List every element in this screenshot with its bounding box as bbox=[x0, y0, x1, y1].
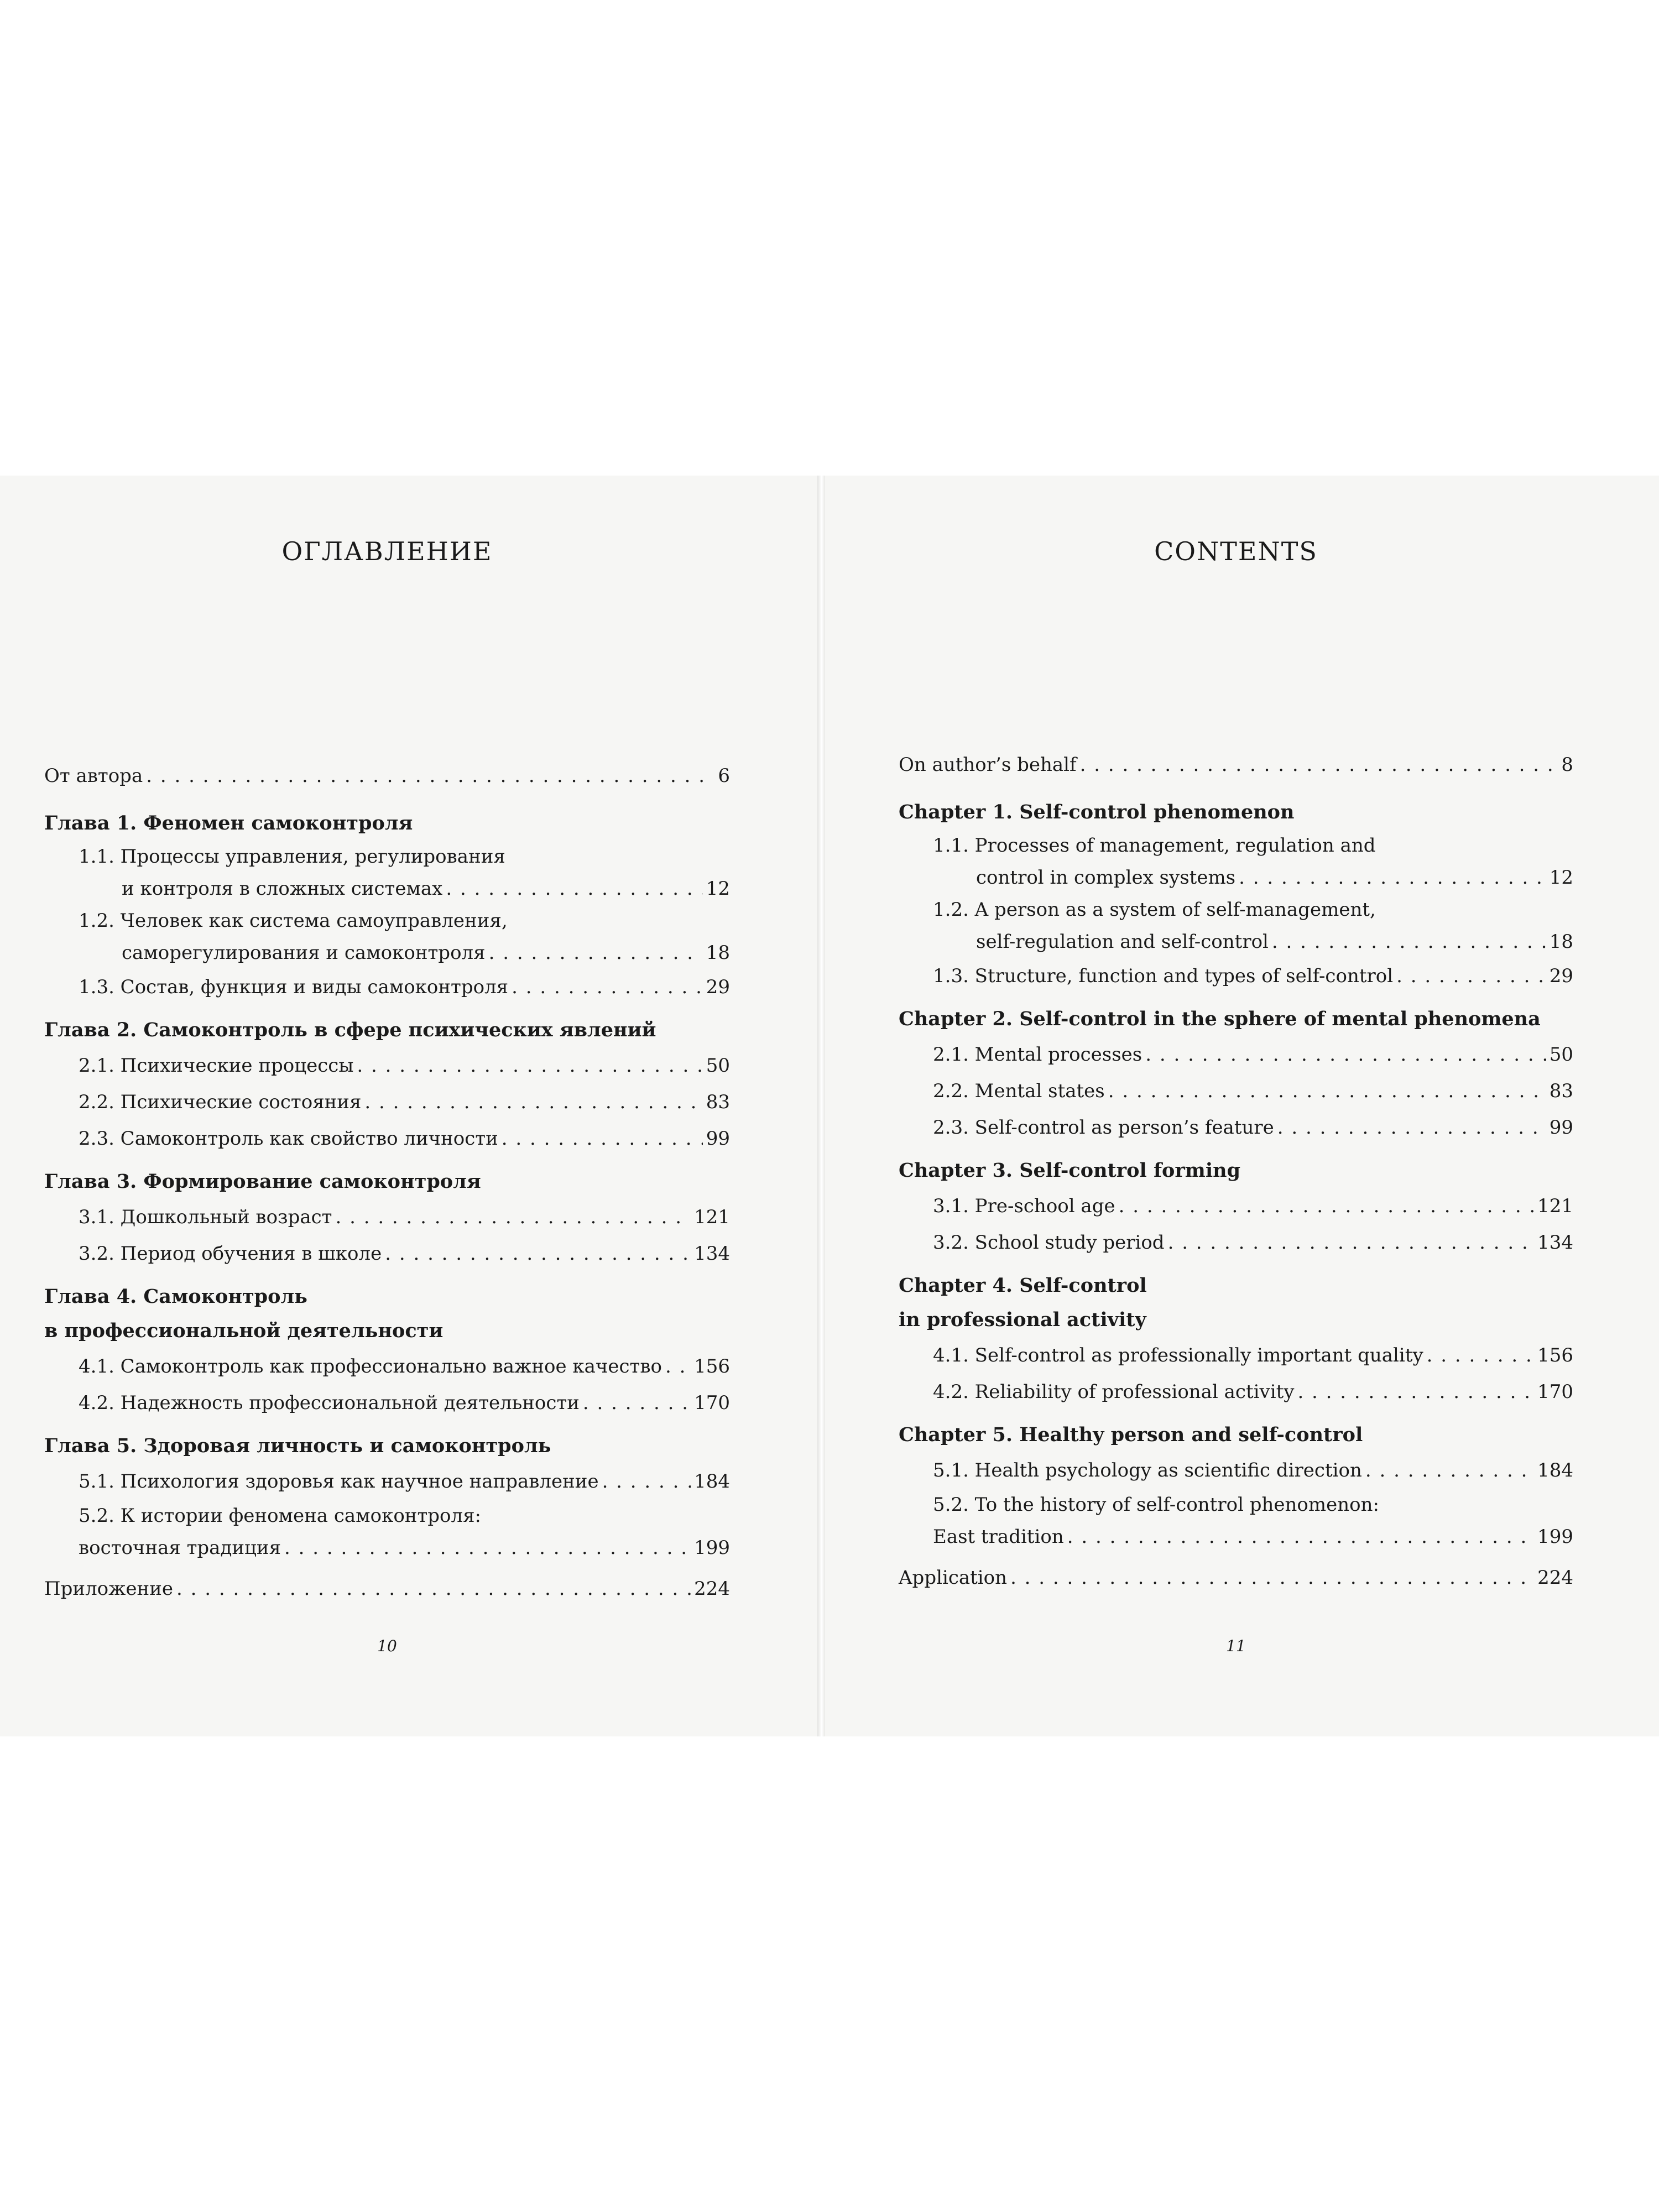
toc-section bbox=[899, 1224, 1573, 1261]
page-number: 29 bbox=[706, 976, 730, 998]
dot-leader bbox=[1067, 1521, 1534, 1553]
page-number: 121 bbox=[694, 1206, 730, 1228]
toc-section bbox=[899, 1337, 1573, 1374]
toc-entry-appendix bbox=[899, 1559, 1573, 1596]
chapter-heading: Chapter 2. Self-control in the sphere of mental phenomena bbox=[899, 1008, 1541, 1030]
page-number: 50 bbox=[706, 1055, 730, 1077]
toc-section bbox=[44, 1199, 730, 1235]
dot-leader bbox=[1297, 1374, 1534, 1410]
dot-leader bbox=[665, 1348, 691, 1385]
page-number: 224 bbox=[694, 1578, 730, 1600]
toc-label: East tradition bbox=[933, 1526, 1064, 1548]
toc-label: 5.1. Health psychology as scientific direction bbox=[933, 1459, 1362, 1481]
dot-leader bbox=[1239, 862, 1546, 894]
dot-leader bbox=[1108, 1073, 1546, 1109]
dot-leader bbox=[1119, 1188, 1535, 1224]
toc-entry-preface bbox=[44, 758, 730, 794]
table-of-contents bbox=[899, 741, 1573, 1596]
toc-section bbox=[899, 830, 1573, 894]
toc-section bbox=[44, 1385, 730, 1421]
toc-entry-preface bbox=[899, 747, 1573, 783]
toc-section bbox=[44, 1120, 730, 1157]
page-number: 18 bbox=[706, 942, 730, 964]
dot-leader bbox=[1145, 1036, 1546, 1073]
dot-leader bbox=[1080, 747, 1558, 783]
dot-leader bbox=[357, 1047, 702, 1084]
page-folio: 10 bbox=[377, 1637, 397, 1655]
toc-label: 1.1. Процессы управления, регулирования bbox=[79, 846, 505, 868]
toc-label: восточная традиция bbox=[79, 1537, 281, 1559]
book-spread bbox=[0, 476, 1659, 1736]
table-of-contents bbox=[44, 752, 730, 1607]
toc-section bbox=[44, 905, 730, 969]
page-number: 156 bbox=[694, 1355, 730, 1378]
toc-section bbox=[899, 1188, 1573, 1224]
chapter-heading: Глава 1. Феномен самоконтроля bbox=[44, 812, 413, 834]
page-number: 18 bbox=[1549, 931, 1573, 953]
toc-section bbox=[44, 969, 730, 1005]
toc-label: 1.3. Structure, function and types of self-control bbox=[933, 965, 1394, 987]
toc-label: 5.2. To the history of self-control phenomenon: bbox=[933, 1494, 1379, 1516]
dot-leader bbox=[1427, 1337, 1534, 1374]
toc-section bbox=[899, 1374, 1573, 1410]
page-number: 170 bbox=[694, 1392, 730, 1414]
dot-leader bbox=[1277, 1109, 1546, 1146]
toc-label: self-regulation and self-control bbox=[976, 931, 1269, 953]
dot-leader bbox=[176, 1571, 691, 1607]
toc-label: control in complex systems bbox=[976, 867, 1236, 889]
toc-label: 1.1. Processes of management, regulation and bbox=[933, 834, 1376, 857]
toc-label: On author’s behalf bbox=[899, 754, 1077, 776]
dot-leader bbox=[489, 937, 703, 969]
dot-leader bbox=[364, 1084, 702, 1120]
page-title: CONTENTS bbox=[1154, 536, 1318, 566]
page-title: ОГЛАВЛЕНИЕ bbox=[281, 536, 493, 566]
toc-label: 3.2. School study period bbox=[933, 1232, 1165, 1254]
page-number: 121 bbox=[1537, 1195, 1573, 1217]
toc-label: 2.2. Психические состояния bbox=[79, 1091, 362, 1113]
dot-leader bbox=[284, 1532, 691, 1564]
page-number: 199 bbox=[694, 1537, 730, 1559]
page-number: 170 bbox=[1537, 1381, 1573, 1403]
page-number: 199 bbox=[1537, 1526, 1573, 1548]
page-number: 99 bbox=[706, 1128, 730, 1150]
chapter-heading: Chapter 3. Self-control forming bbox=[899, 1159, 1241, 1182]
toc-label: 1.2. Человек как система самоуправления, bbox=[79, 910, 508, 932]
toc-label: 4.2. Reliability of professional activity bbox=[933, 1381, 1295, 1403]
toc-label: 4.1. Self-control as professionally important quality bbox=[933, 1344, 1423, 1366]
dot-leader bbox=[602, 1463, 691, 1500]
page-folio: 11 bbox=[1226, 1637, 1246, 1655]
toc-section bbox=[899, 1452, 1573, 1489]
dot-leader bbox=[1396, 958, 1546, 994]
toc-label: От автора bbox=[44, 765, 143, 787]
page-number: 184 bbox=[1537, 1459, 1573, 1481]
toc-label: и контроля в сложных системах bbox=[122, 878, 443, 900]
chapter-heading bbox=[899, 1269, 1573, 1337]
toc-section bbox=[44, 1500, 730, 1564]
toc-label: 5.2. К истории феномена самоконтроля: bbox=[79, 1505, 482, 1527]
right-page bbox=[899, 476, 1573, 1736]
toc-label: 2.2. Mental states bbox=[933, 1080, 1105, 1102]
chapter-heading: Глава 3. Формирование самоконтроля bbox=[44, 1170, 481, 1193]
dot-leader bbox=[335, 1199, 691, 1235]
chapter-heading-line: Глава 4. Самоконтроль bbox=[44, 1285, 307, 1308]
toc-label: Application bbox=[899, 1567, 1008, 1589]
chapter-heading: Глава 2. Самоконтроль в сфере психических явлений bbox=[44, 1019, 656, 1041]
dot-leader bbox=[385, 1235, 691, 1272]
page-number: 12 bbox=[706, 878, 730, 900]
toc-label: саморегулирования и самоконтроля bbox=[122, 942, 486, 964]
page-number: 99 bbox=[1549, 1117, 1573, 1139]
toc-label: 4.2. Надежность профессиональной деятельности bbox=[79, 1392, 580, 1414]
page-number: 184 bbox=[694, 1470, 730, 1493]
dot-leader bbox=[1272, 926, 1546, 958]
page-number: 134 bbox=[1537, 1232, 1573, 1254]
toc-section bbox=[44, 1235, 730, 1272]
toc-label: 5.1. Психология здоровья как научное направление bbox=[79, 1470, 599, 1493]
dot-leader bbox=[583, 1385, 691, 1421]
page-number: 6 bbox=[718, 765, 730, 787]
toc-section bbox=[899, 958, 1573, 994]
toc-section bbox=[899, 1036, 1573, 1073]
chapter-heading bbox=[44, 1280, 730, 1348]
toc-label: 1.3. Состав, функция и виды самоконтроля bbox=[79, 976, 509, 998]
toc-section bbox=[44, 1348, 730, 1385]
toc-label: Приложение bbox=[44, 1578, 173, 1600]
toc-section bbox=[44, 841, 730, 905]
toc-label: 1.2. A person as a system of self-management, bbox=[933, 899, 1376, 921]
dot-leader bbox=[146, 758, 714, 794]
toc-label: 3.2. Период обучения в школе bbox=[79, 1243, 382, 1265]
toc-entry-appendix bbox=[44, 1571, 730, 1607]
toc-section bbox=[44, 1047, 730, 1084]
toc-label: 3.1. Дошкольный возраст bbox=[79, 1206, 332, 1228]
toc-section bbox=[899, 1489, 1573, 1553]
toc-section bbox=[44, 1463, 730, 1500]
toc-section bbox=[44, 1084, 730, 1120]
toc-section bbox=[899, 1109, 1573, 1146]
toc-label: 2.1. Mental processes bbox=[933, 1044, 1142, 1066]
page-number: 83 bbox=[1549, 1080, 1573, 1102]
dot-leader bbox=[1365, 1452, 1534, 1489]
chapter-heading-line: в профессиональной деятельности bbox=[44, 1319, 444, 1342]
toc-label: 4.1. Самоконтроль как профессионально важное качество bbox=[79, 1355, 662, 1378]
dot-leader bbox=[1010, 1559, 1534, 1596]
page-number: 8 bbox=[1561, 754, 1573, 776]
toc-section bbox=[899, 894, 1573, 958]
dot-leader bbox=[502, 1120, 703, 1157]
page-number: 83 bbox=[706, 1091, 730, 1113]
chapter-heading: Глава 5. Здоровая личность и самоконтроль bbox=[44, 1434, 551, 1457]
chapter-heading-line: Chapter 4. Self-control bbox=[899, 1274, 1147, 1297]
chapter-heading: Chapter 1. Self-control phenomenon bbox=[899, 801, 1295, 823]
book-gutter bbox=[817, 476, 825, 1736]
left-page bbox=[44, 476, 730, 1736]
page-number: 156 bbox=[1537, 1344, 1573, 1366]
toc-label: 2.3. Self-control as person’s feature bbox=[933, 1117, 1274, 1139]
page-number: 224 bbox=[1537, 1567, 1573, 1589]
dot-leader bbox=[512, 969, 703, 1005]
page-number: 134 bbox=[694, 1243, 730, 1265]
toc-label: 3.1. Pre-school age bbox=[933, 1195, 1115, 1217]
dot-leader bbox=[1168, 1224, 1535, 1261]
page-number: 50 bbox=[1549, 1044, 1573, 1066]
toc-label: 2.1. Психические процессы bbox=[79, 1055, 354, 1077]
dot-leader bbox=[446, 873, 702, 905]
chapter-heading-line: in professional activity bbox=[899, 1308, 1146, 1331]
page-number: 29 bbox=[1549, 965, 1573, 987]
toc-section bbox=[899, 1073, 1573, 1109]
toc-label: 2.3. Самоконтроль как свойство личности bbox=[79, 1128, 498, 1150]
page-number: 12 bbox=[1549, 867, 1573, 889]
chapter-heading: Chapter 5. Healthy person and self-control bbox=[899, 1423, 1363, 1446]
